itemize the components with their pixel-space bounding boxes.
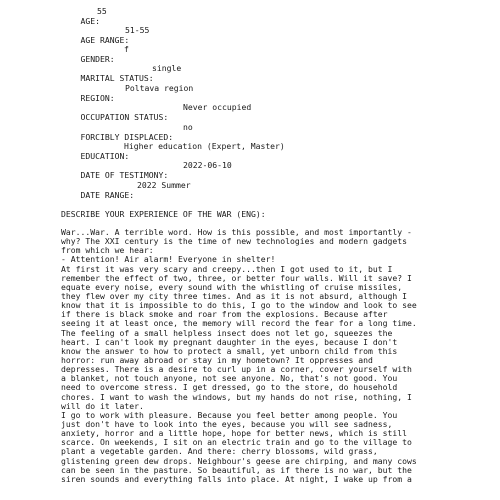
field-label: FORCIBLY DISPLACED: (80, 132, 174, 142)
field-value: 2022 Summer (137, 180, 191, 190)
body-line: anxiety, horror and a little hope, hope for better news, which is still (61, 428, 407, 439)
body-line: horror: run away abroad or stay in my hometown? It oppresses and (61, 354, 373, 365)
body-line: The feeling of a small helpless insect does not let go, squeezes the (61, 327, 393, 338)
body-line: equate every noise, every sound with the whistling of cruise missiles, (61, 281, 403, 292)
body-line: siren sounds and everything falls into place. At night, I wake up from a (61, 473, 412, 484)
field-value: 55 (97, 6, 107, 16)
field-label: DATE OF TESTIMONY: (80, 170, 169, 180)
field-label: REGION: (80, 93, 115, 103)
field-value: no (183, 122, 193, 132)
body-line: heart. I can't look my pregnant daughter in the eyes, because I don't (61, 336, 398, 347)
body-line: know the answer to how to protect a small, yet unborn child from this (61, 345, 398, 356)
body-line: need to overcome stress. I get dressed, go to the store, do household (61, 382, 398, 393)
field-label: MARITAL STATUS: (80, 73, 154, 83)
section-heading: DESCRIBE YOUR EXPERIENCE OF THE WAR (ENG): (61, 209, 266, 219)
field-label: AGE: (80, 16, 100, 26)
field-value: f (124, 44, 129, 54)
body-line: can be seen in the pasture. So beautiful, as if there is no war, but the (61, 464, 412, 475)
field-label: DATE RANGE: (80, 190, 135, 200)
testimony-body (61, 228, 500, 484)
body-line: seeing it at least once, the memory will record the fear for a long time. (61, 318, 417, 329)
body-line: War...War. A terrible word. How is this possible, and most importantly - (61, 227, 412, 237)
body-line: plant a vegetable garden. And there: cherry blossoms, wild grass, (61, 446, 378, 457)
field-label: OCCUPATION STATUS: (80, 112, 169, 122)
body-line: they flew over my city three times. And as it is not absurd, although I (61, 290, 407, 301)
field-value: 2022-06-10 (183, 160, 232, 170)
body-line: glistening green dew drops. Neighbour's geese are chirping, and many cows (61, 455, 417, 466)
field-value: Never occupied (183, 102, 252, 112)
body-line: just don't have to look into the eyes, because you will see sadness, (61, 418, 393, 429)
body-line: At first it was very scary and creepy...then I got used to it, but I (61, 263, 393, 274)
field-label: AGE RANGE: (80, 35, 130, 45)
body-line: if there is black smoke and roar from the explosions. Because after (61, 309, 388, 320)
body-line: will do it later. (61, 400, 144, 411)
field-value: single (152, 63, 182, 73)
field-value: Poltava region (125, 83, 194, 93)
field-label: GENDER: (80, 54, 115, 64)
field-value: Higher education (Expert, Master) (124, 141, 285, 151)
field-label: EDUCATION: (80, 151, 130, 161)
body-line: why? The XXI century is the time of new technologies and modern gadgets (61, 236, 407, 247)
body-line: depresses. There is a desire to curl up in a corner, cover yourself with (61, 364, 412, 375)
body-line: know that it is impossible to do this, I go to the window and look to see (61, 300, 417, 311)
body-line: from which we hear: (61, 245, 154, 256)
body-line: - Attention! Air alarm! Everyone in shelter! (61, 254, 276, 265)
field-value: 51-55 (125, 25, 150, 35)
body-line: I go to work with pleasure. Because you feel better among people. You (61, 409, 398, 420)
body-line: chores. I want to wash the windows, but my hands do not rise, nothing, I (61, 391, 412, 402)
body-line: remember the effect of two, three, or better four walls. Will it save? I (61, 272, 412, 283)
body-line: a blanket, not touch anyone, not see anyone. No, that's not good. You (61, 373, 398, 384)
body-line: scarce. On weekends, I sit on an electric train and go to the village to (61, 437, 412, 448)
